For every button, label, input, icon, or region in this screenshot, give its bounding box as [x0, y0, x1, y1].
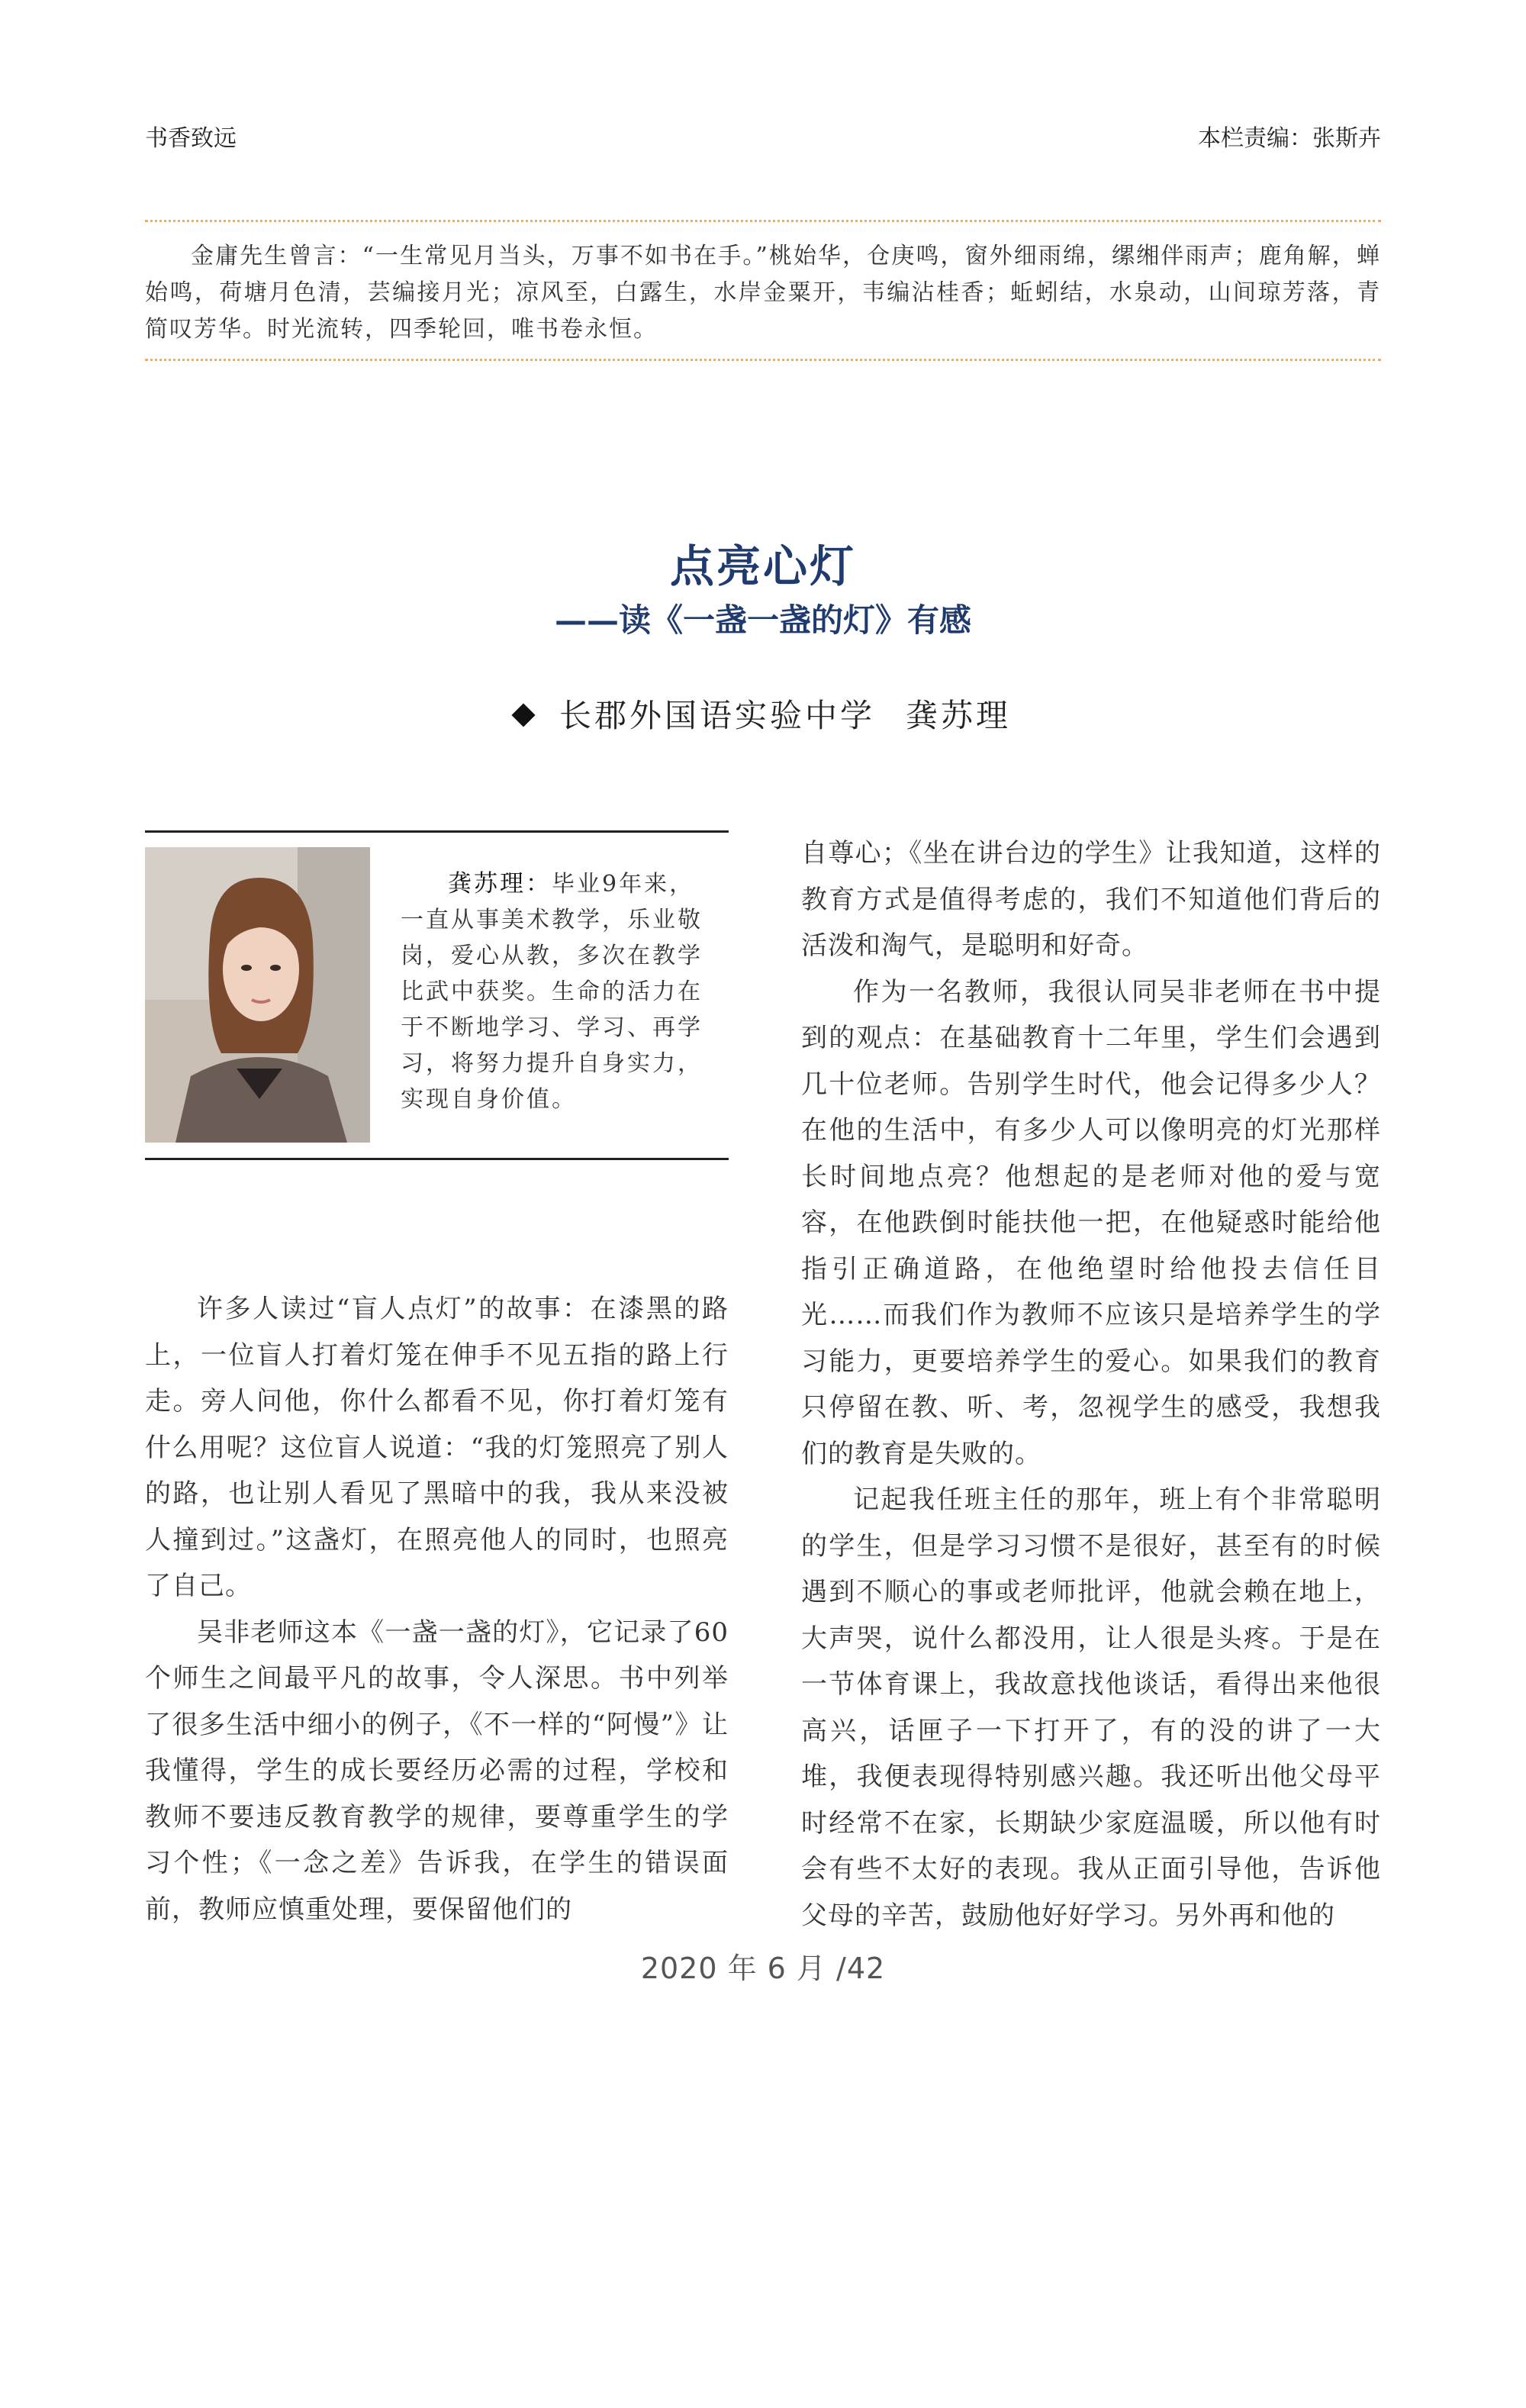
article-subtitle: ——读《一盏一盏的灯》有感 [554, 601, 971, 639]
intro-quote: 金庸先生曾言：“一生常见月当头，万事不如书在手。”桃始华，仓庚鸣，窗外细雨绵，缧缃伴雨声；鹿角解，蝉始鸣，荷塘月色清，芸编接月光；凉风至，白露生，水岸金粟开，韦编沾桂香；蚯蚓结，水泉动，山间琼芳落，青简叹芳华。时光流转，四季轮回，唯书卷永恒。 [145, 243, 1381, 343]
article-column-right [801, 830, 1381, 1952]
byline [0, 691, 1526, 737]
bottom-dotted-rule [145, 359, 1381, 361]
author-name: 龚苏理 [906, 697, 1012, 734]
editor-credit: 本栏责编：张斯卉 [1198, 125, 1381, 152]
article-column-left [145, 1286, 729, 2408]
article-title: 点亮心灯 [669, 540, 856, 592]
paragraph-continued: 自尊心；《坐在讲台边的学生》让我知道，这样的教育方式是值得考虑的，我们不知道他们背后的活泼和淘气，是聪明和好奇。 [801, 838, 1381, 961]
paragraph: 记起我任班主任的那年，班上有个非常聪明的学生，但是学习习惯不是很好，甚至有的时候遇到不顺心的事或老师批评，他就会赖在地上，大声哭，说什么都没用，让人很是头疼。于是在一节体育课上，我故意找他谈话，看得出来他很高兴，话匣子一下打开了，有的没的讲了一大堆，我便表现得特别感兴趣。我还听出他父母平时经常不在家，长期缺少家庭温暖，所以他有时会有些不太好的表现。我从正面引导他，告诉他父母的辛苦，鼓励他好好学习。另外再和他的 [801, 1484, 1381, 1931]
section-label: 书香致远 [145, 125, 237, 152]
bio-bottom-rule [145, 1158, 729, 1160]
paragraph: 许多人读过“盲人点灯”的故事：在漆黑的路上，一位盲人打着灯笼在伸手不见五指的路上行走。旁人问他，你什么都看不见，你打着灯笼有什么用呢？这位盲人说道：“我的灯笼照亮了别人的路，也让别人看见了黑暗中的我，我从来没被人撞到过。”这盏灯，在照亮他人的同时，也照亮了自己。 [145, 1294, 729, 1601]
top-dotted-rule [145, 220, 1381, 222]
bio-top-rule [145, 830, 729, 833]
paragraph: 作为一名教师，我很认同吴非老师在书中提到的观点：在基础教育十二年里，学生们会遇到几十位老师。告别学生时代，他会记得多少人？在他的生活中，有多少人可以像明亮的灯光那样长时间地点亮？他想起的是老师对他的爱与宽容，在他跌倒时能扶他一把，在他疑惑时能给他指引正确道路，在他绝望时给他投去信任目光……而我们作为教师不应该只是培养学生的学习能力，更要培养学生的爱心。如果我们的教育只停留在教、听、考，忽视学生的感受，我想我们的教育是失败的。 [801, 976, 1381, 1469]
author-school: 长郡外国语实验中学 [559, 697, 875, 734]
bio-text: 毕业9年来，一直从事美术教学，乐业敬岗，爱心从教，多次在教学比武中获奖。生命的活力在于不断地学习、学习、再学习，将努力提升自身实力，实现自身价值。 [401, 871, 703, 1113]
bio-name: 龚苏理： [448, 870, 552, 898]
author-photo [145, 847, 370, 1143]
page-footer: 2020 年 6 月 /42 [640, 1952, 886, 1985]
author-bio [401, 866, 713, 1117]
diamond-bullet-icon [511, 703, 535, 727]
paragraph: 吴非老师这本《一盏一盏的灯》，它记录了60个师生之间最平凡的故事，令人深思。书中列举了很多生活中细小的例子，《不一样的“阿慢”》让我懂得，学生的成长要经历必需的过程，学校和教师不要违反教育教学的规律，要尊重学生的学习个性；《一念之差》告诉我，在学生的错误面前，教师应慎重处理，要保留他们的 [145, 1617, 729, 1925]
